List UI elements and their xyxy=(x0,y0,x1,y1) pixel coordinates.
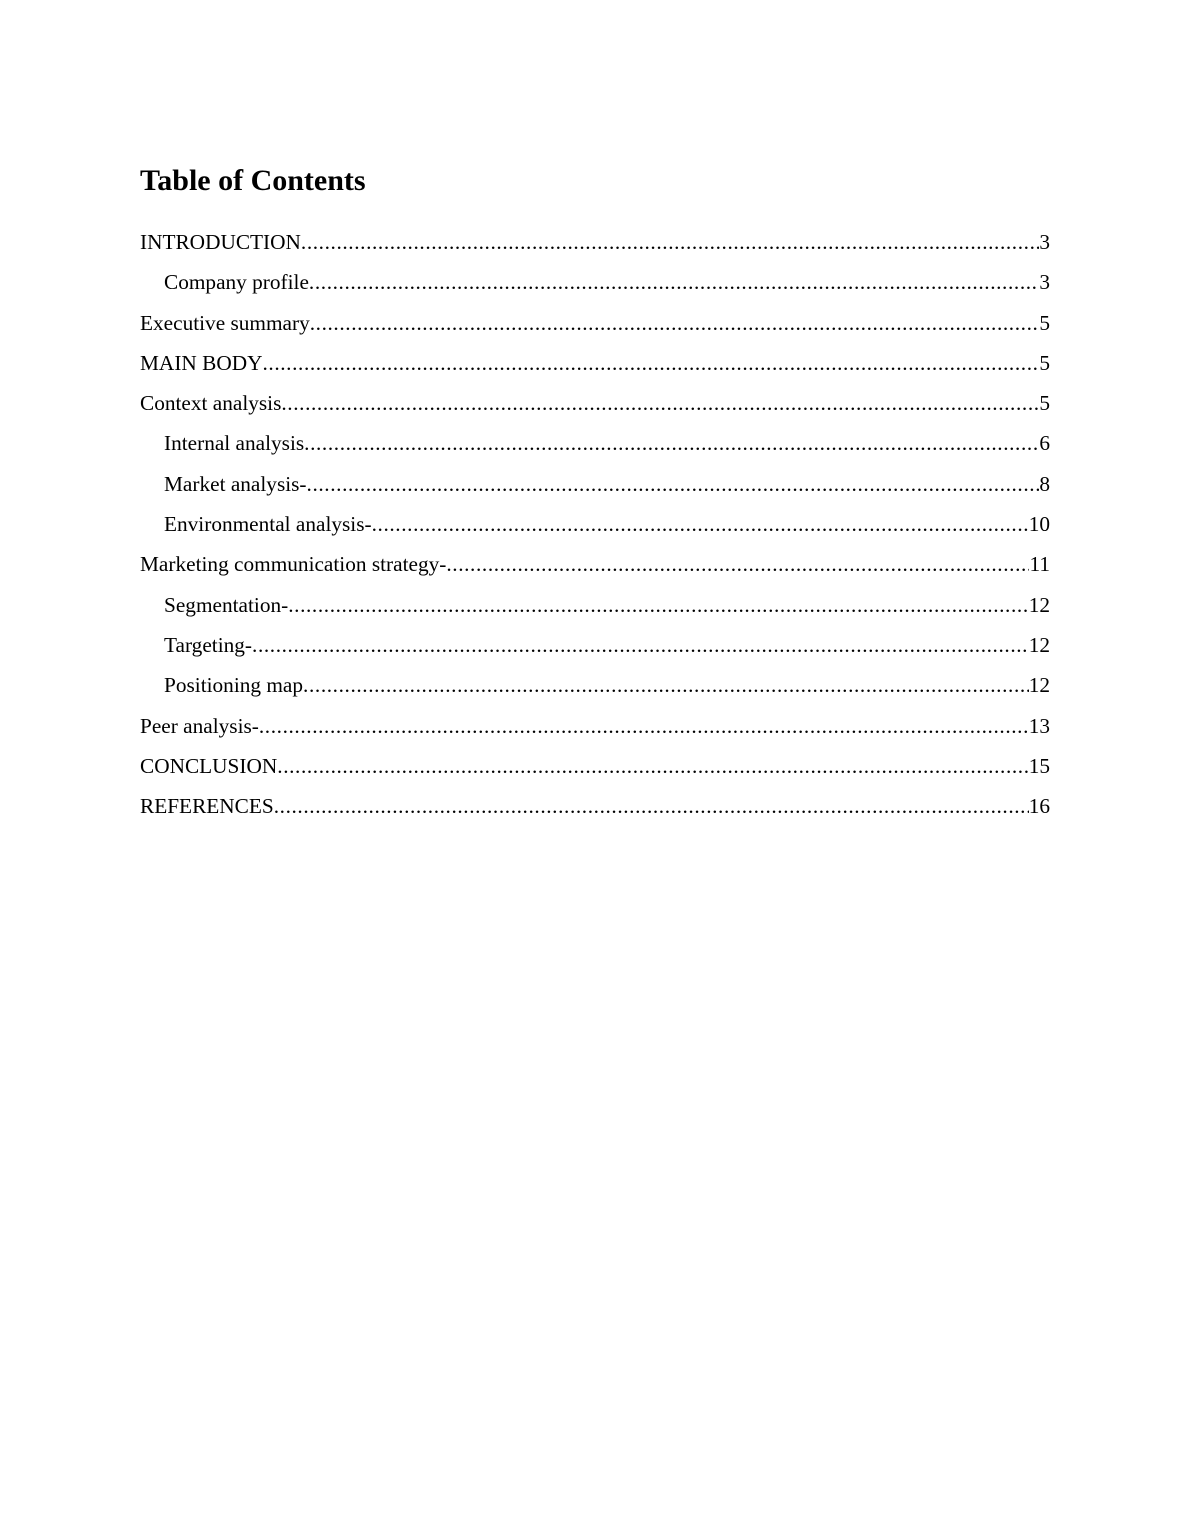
toc-entry-executive-summary[interactable] xyxy=(140,309,1050,349)
toc-list xyxy=(140,228,1050,832)
toc-entry-label: MAIN BODY xyxy=(140,350,263,375)
toc-entry-label: CONCLUSION xyxy=(140,753,278,778)
toc-page-number: 5 xyxy=(1039,391,1050,416)
toc-entry-label: Company profile xyxy=(164,270,309,295)
toc-page-number: 3 xyxy=(1039,230,1050,254)
toc-dot-leader xyxy=(259,712,1029,740)
toc-entry-peer-analysis[interactable] xyxy=(140,712,1050,752)
toc-page-number: 5 xyxy=(1039,310,1050,335)
toc-dot-leader xyxy=(307,470,1040,498)
toc-entry-label: Targeting- xyxy=(164,632,253,657)
toc-page-number: 12 xyxy=(1028,632,1050,657)
toc-entry-introduction[interactable] xyxy=(140,228,1050,268)
toc-entry-label: Market analysis- xyxy=(164,471,307,496)
toc-page-number: 13 xyxy=(1028,713,1050,738)
toc-entry-conclusion[interactable] xyxy=(140,752,1050,792)
toc-page-number: 6 xyxy=(1039,431,1050,456)
toc-entry-references[interactable] xyxy=(140,792,1050,832)
toc-entry-label: Positioning map xyxy=(164,673,304,698)
toc-page-number: 3 xyxy=(1039,270,1050,295)
toc-entry-internal-analysis[interactable] xyxy=(140,429,1050,469)
toc-dot-leader xyxy=(274,792,1029,820)
toc-page-number: 15 xyxy=(1028,753,1050,778)
toc-page-number: 12 xyxy=(1028,592,1050,617)
toc-entry-main-body[interactable] xyxy=(140,349,1050,389)
toc-entry-label: Peer analysis- xyxy=(140,713,259,738)
toc-entry-label: Executive summary xyxy=(140,310,310,335)
toc-entry-label: Context analysis xyxy=(140,391,282,416)
toc-dot-leader xyxy=(281,389,1039,417)
toc-page-number: 11 xyxy=(1029,552,1050,577)
toc-dot-leader xyxy=(304,429,1039,457)
toc-page-number: 5 xyxy=(1039,350,1050,375)
toc-dot-leader xyxy=(277,752,1028,780)
toc-entry-environmental-analysis[interactable] xyxy=(140,510,1050,550)
toc-entry-label: Environmental analysis- xyxy=(164,512,372,537)
toc-dot-leader xyxy=(310,309,1040,337)
toc-page-number: 12 xyxy=(1028,673,1050,698)
toc-dot-leader xyxy=(301,228,1039,256)
toc-entry-label: Segmentation- xyxy=(164,592,289,617)
toc-entry-label: Internal analysis xyxy=(164,431,305,456)
toc-dot-leader xyxy=(288,591,1028,619)
toc-dot-leader xyxy=(252,631,1029,659)
toc-page-number: 10 xyxy=(1028,512,1050,537)
toc-dot-leader xyxy=(303,671,1029,699)
toc-entry-segmentation[interactable] xyxy=(140,591,1050,631)
toc-entry-targeting[interactable] xyxy=(140,631,1050,671)
toc-dot-leader xyxy=(309,268,1039,296)
toc-entry-market-analysis[interactable] xyxy=(140,470,1050,510)
toc-dot-leader xyxy=(446,550,1029,578)
toc-title: Table of Contents xyxy=(140,164,366,197)
toc-entry-label: INTRODUCTION xyxy=(140,230,301,254)
toc-entry-marketing-communication-strategy[interactable] xyxy=(140,550,1050,590)
toc-entry-positioning-map[interactable] xyxy=(140,671,1050,711)
toc-entry-context-analysis[interactable] xyxy=(140,389,1050,429)
toc-page-number: 8 xyxy=(1039,471,1050,496)
toc-page-number: 16 xyxy=(1028,794,1050,819)
toc-entry-company-profile[interactable] xyxy=(140,268,1050,308)
toc-dot-leader xyxy=(372,510,1029,538)
toc-entry-label: Marketing communication strategy- xyxy=(140,552,447,577)
toc-dot-leader xyxy=(262,349,1039,377)
toc-entry-label: REFERENCES xyxy=(140,794,274,819)
